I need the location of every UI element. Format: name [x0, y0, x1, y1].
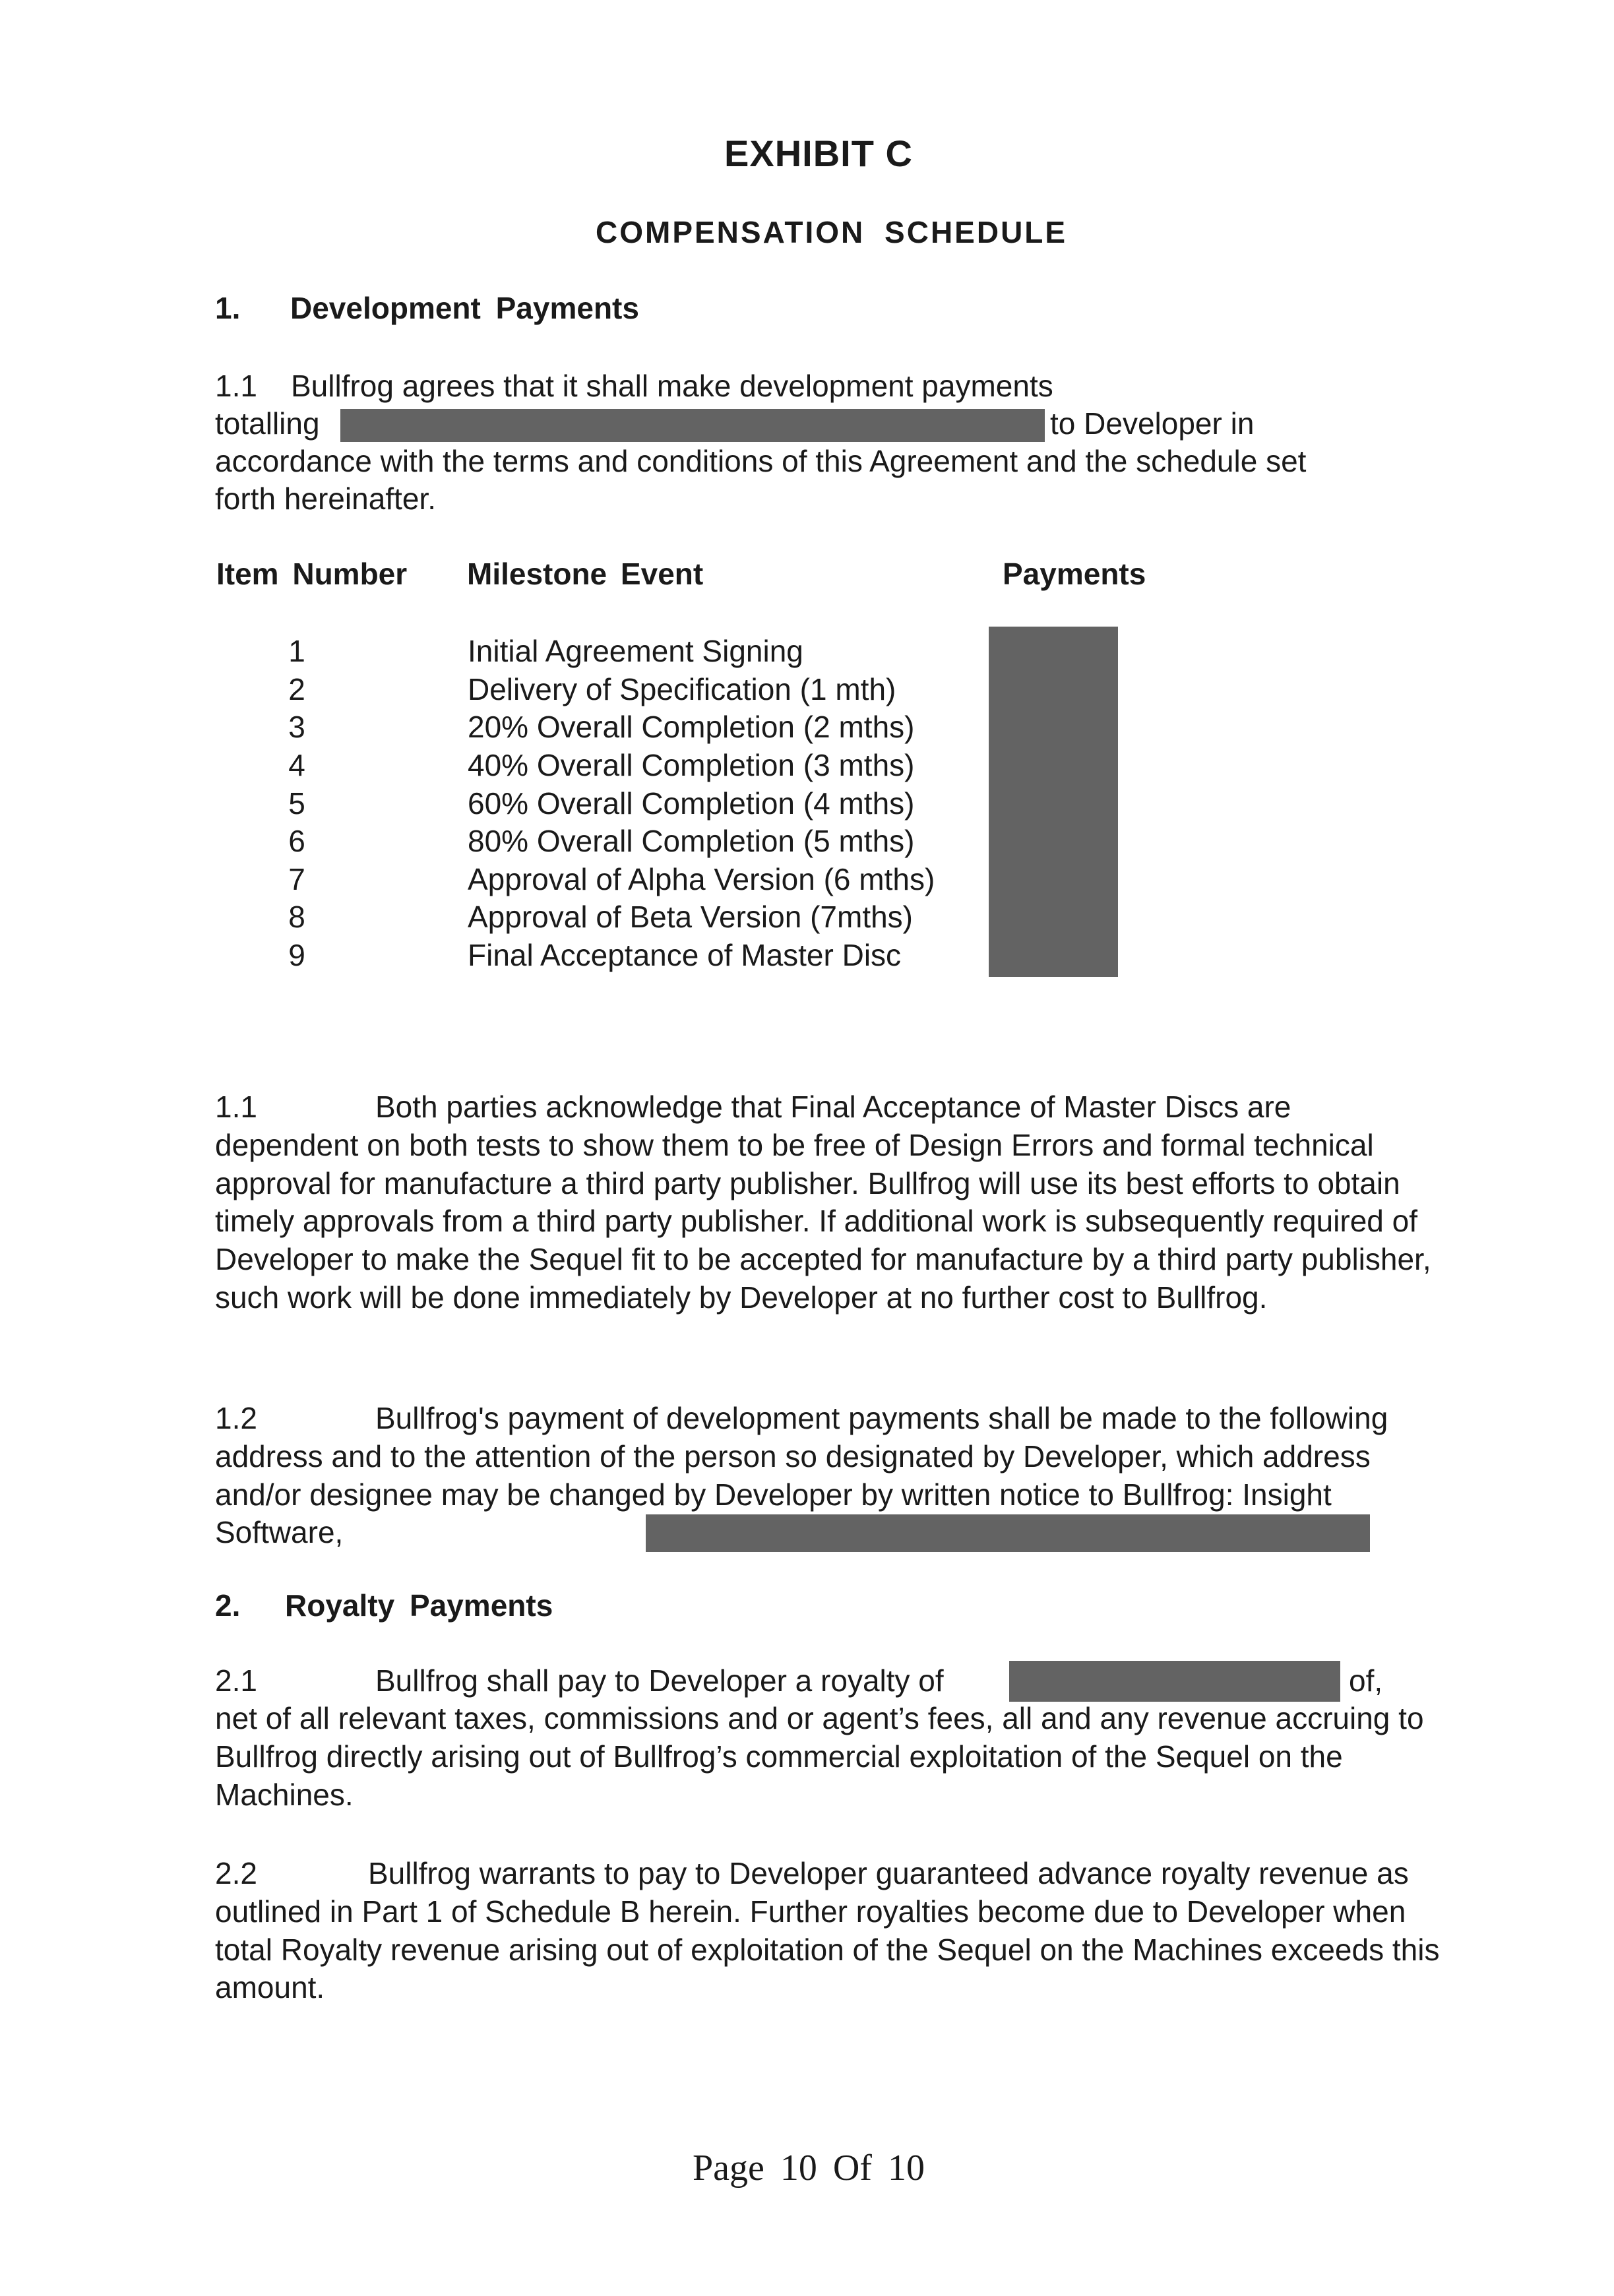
- item-number: 4: [288, 748, 305, 782]
- item-number: 5: [288, 786, 305, 821]
- item-number: 6: [288, 824, 305, 858]
- item-number: 3: [288, 710, 305, 744]
- page-label: Page: [693, 2148, 764, 2188]
- para-1-1-line4: forth hereinafter.: [215, 481, 436, 516]
- para-1-1-line3: accordance with the terms and conditions of this Agreement and the schedule set: [215, 444, 1307, 478]
- section-2-title: Royalty Payments: [285, 1588, 553, 1623]
- item-number: 2: [288, 672, 305, 706]
- para-2-2-text: Bullfrog warrants to pay to Developer guaranteed advance royalty revenue as outlined in Part 1 of Schedule B herein. Further royalties become due to Developer when total Royalty revenue arising out of exploitation of the Sequel on the Machines exceeds this amount.: [215, 1856, 1440, 2005]
- item-number: 7: [288, 862, 305, 896]
- section-2-heading: [215, 1588, 553, 1623]
- para-1-1b-number: 1.1: [215, 1090, 257, 1124]
- para-1-1-text: Bullfrog agrees that it shall make development payments: [291, 369, 1053, 403]
- page-current: 10: [780, 2148, 817, 2188]
- milestone-event: Approval of Beta Version (7mths): [468, 900, 913, 934]
- para-1-2-number: 1.2: [215, 1401, 257, 1435]
- para-2-2: [215, 1855, 1442, 2007]
- para-1-1-number: 1.1: [215, 369, 257, 403]
- para-1-1b-text: Both parties acknowledge that Final Acceptance of Master Discs are dependent on both tests to show them to be free of Design Errors and formal technical approval for manufacture a third party publisher. Bullfrog will use its best efforts to obtain timely approvals from a third party publisher. If additional work is subsequently required of Developer to make the Sequel fit to be accepted for manufacture by a third party publisher, such work will be done immediately by Developer at no further cost to Bullfrog.: [215, 1090, 1431, 1315]
- para-2-1-text-before: Bullfrog shall pay to Developer a royalty of: [375, 1663, 944, 1698]
- para-2-1-rest: net of all relevant taxes, commissions and or agent’s fees, all and any revenue accruing to Bullfrog directly arising out of Bullfrog’s commercial exploitation of the Sequel on the Machines.: [215, 1701, 1424, 1812]
- page-footer: [693, 2147, 925, 2189]
- of-label: Of: [832, 2148, 872, 2188]
- para-1-1-line1: [215, 367, 1053, 406]
- redacted-address: [646, 1514, 1370, 1552]
- exhibit-title: EXHIBIT C: [724, 133, 913, 174]
- milestone-event: 40% Overall Completion (3 mths): [468, 748, 915, 782]
- table-header-milestone-event: Milestone Event: [467, 557, 704, 591]
- page-total: 10: [887, 2148, 925, 2188]
- item-number: 9: [288, 938, 305, 972]
- section-1-heading: [215, 290, 639, 326]
- milestone-event: Final Acceptance of Master Disc: [468, 938, 902, 972]
- milestone-event: Delivery of Specification (1 mth): [468, 672, 896, 706]
- schedule-subtitle: COMPENSATION SCHEDULE: [596, 215, 1068, 249]
- section-1-title: Development Payments: [290, 291, 639, 325]
- para-2-1-line1: [215, 1662, 944, 1700]
- table-header-payments: Payments: [1003, 557, 1146, 591]
- para-2-1-text-after: of,: [1349, 1663, 1383, 1698]
- table-header-item-number: Item Number: [216, 557, 408, 591]
- para-2-2-number: 2.2: [215, 1856, 257, 1890]
- milestone-event: Initial Agreement Signing: [468, 634, 803, 668]
- para-1-1b: [215, 1088, 1442, 1317]
- item-number: 8: [288, 900, 305, 934]
- para-1-1-line2-after: to Developer in: [1050, 406, 1255, 441]
- milestone-event: 80% Overall Completion (5 mths): [468, 824, 915, 858]
- para-1-2-text: Bullfrog's payment of development payments shall be made to the following address and to the attention of the person so designated by Developer, which address and/or designee may be changed by Developer by written notice to Bullfrog: Insight Software,: [215, 1401, 1388, 1550]
- para-2-1-number: 2.1: [215, 1663, 257, 1698]
- milestone-event: Approval of Alpha Version (6 mths): [468, 862, 935, 896]
- milestone-event: 20% Overall Completion (2 mths): [468, 710, 915, 744]
- para-1-1-line2-before: totalling: [215, 406, 320, 441]
- item-number: 1: [288, 634, 305, 668]
- milestone-event: 60% Overall Completion (4 mths): [468, 786, 915, 821]
- redacted-royalty-rate: [1009, 1661, 1340, 1702]
- section-1-number: 1.: [215, 291, 241, 325]
- redacted-total-amount: [340, 409, 1045, 442]
- section-2-number: 2.: [215, 1588, 241, 1623]
- redacted-payments-column: [989, 627, 1118, 977]
